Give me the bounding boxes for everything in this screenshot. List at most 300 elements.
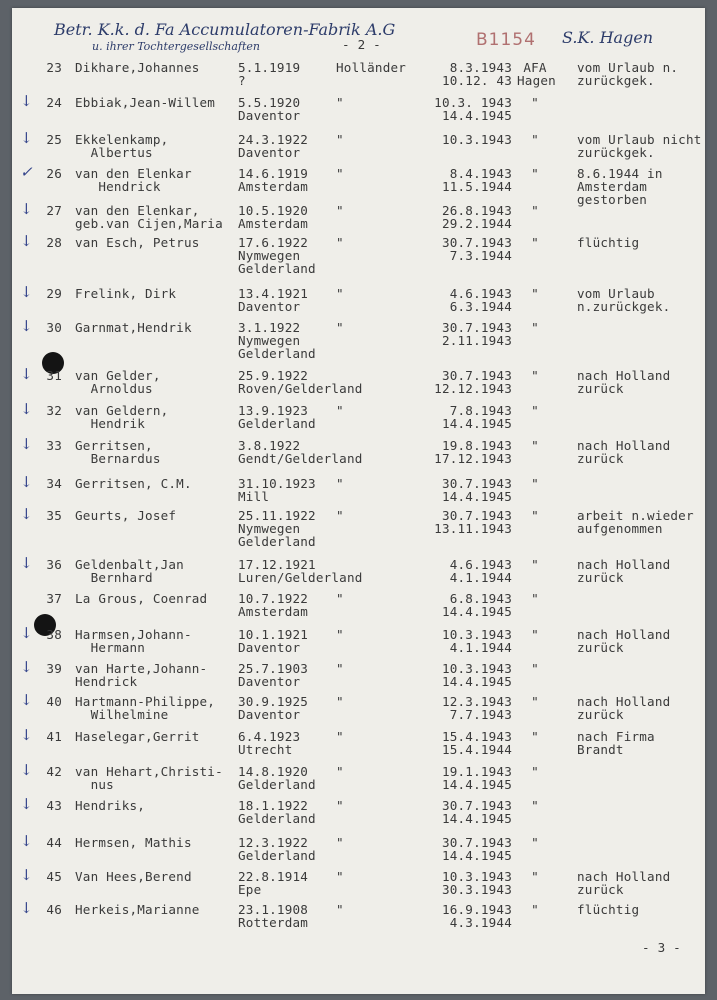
employment-dates-line: 10.3.1943 xyxy=(441,132,512,147)
table-row xyxy=(12,129,705,167)
employer xyxy=(517,60,556,88)
employment-dates xyxy=(392,558,512,584)
remark-line: arbeit n.wieder xyxy=(577,508,694,523)
employment-dates xyxy=(392,509,512,535)
birth-date-place xyxy=(238,167,308,193)
check-mark: ↓ xyxy=(20,400,33,418)
page-marker: - 2 - xyxy=(342,37,381,52)
employment-dates-line: 11.5.1944 xyxy=(441,179,512,194)
remark xyxy=(577,61,678,87)
nationality: " xyxy=(336,508,344,523)
birth-date-place xyxy=(238,321,316,360)
birth-date-place xyxy=(238,96,300,122)
employer xyxy=(517,695,553,708)
birth-date-place xyxy=(238,61,300,87)
remark-line: nach Holland xyxy=(577,557,671,572)
employer xyxy=(517,870,553,883)
check-mark: ↓ xyxy=(20,232,33,250)
check-mark: ↓ xyxy=(20,658,33,676)
remark-line: flüchtig xyxy=(577,902,640,917)
birth-date-place-line: Daventor xyxy=(238,145,301,160)
birth-date-place-line: Nymwegen xyxy=(238,248,301,263)
employment-dates-line: 30.7.1943 xyxy=(441,368,512,383)
employer-line: " xyxy=(531,798,539,813)
row-number: 44 xyxy=(46,835,62,850)
archive-stamp: B1154 xyxy=(476,30,536,50)
employment-dates xyxy=(392,662,512,688)
nationality: " xyxy=(336,835,344,850)
birth-date-place xyxy=(238,695,308,721)
nationality: " xyxy=(336,729,344,744)
check-mark: ↓ xyxy=(20,435,33,453)
employment-dates-line: 26.8.1943 xyxy=(441,203,512,218)
row-number: 32 xyxy=(46,403,62,418)
employment-dates-line: 16.9.1943 xyxy=(441,902,512,917)
employment-dates xyxy=(392,369,512,395)
employment-dates xyxy=(392,695,512,721)
employer xyxy=(517,592,553,605)
worker-name-line: Dikhare,Johannes xyxy=(75,60,200,75)
remark-line: vom Urlaub n. xyxy=(577,60,679,75)
birth-date-place xyxy=(238,439,363,465)
worker-name-line: Ebbiak,Jean-Willem xyxy=(75,95,216,110)
table-row xyxy=(12,899,705,937)
remark xyxy=(577,439,670,465)
worker-name-line: Hendriks, xyxy=(75,798,146,813)
birth-date-place xyxy=(238,870,308,896)
row-number: 25 xyxy=(46,132,62,147)
employment-dates-line: 10.3. 1943 xyxy=(434,95,512,110)
row-number: 33 xyxy=(46,438,62,453)
worker-name xyxy=(75,287,176,300)
birth-date-place-line: Nymwegen xyxy=(238,521,301,536)
check-mark: ↓ xyxy=(20,473,33,491)
check-mark: ↓ xyxy=(20,624,33,642)
employment-dates-line: 2.11.1943 xyxy=(441,333,512,348)
employment-dates-line: 6.3.1944 xyxy=(449,299,512,314)
remark-line: zurück xyxy=(577,381,624,396)
birth-date-place xyxy=(238,509,316,548)
worker-name-line: van Geldern, xyxy=(75,403,169,418)
employment-dates xyxy=(392,836,512,862)
table-row xyxy=(12,554,705,592)
birth-date-place-line: 24.3.1922 xyxy=(238,132,309,147)
employer-line: " xyxy=(531,835,539,850)
worker-name xyxy=(75,903,200,916)
birth-date-place xyxy=(238,477,316,503)
employment-dates-line: 7.3.1944 xyxy=(449,248,512,263)
worker-name-line: Geldenbalt,Jan xyxy=(75,557,184,572)
remark-line: zurück xyxy=(577,882,624,897)
remark xyxy=(577,695,670,721)
table-row xyxy=(12,61,705,95)
employer-line: " xyxy=(531,132,539,147)
birth-date-place-line: 22.8.1914 xyxy=(238,869,309,884)
birth-date-place-line: Gelderland xyxy=(238,261,316,276)
employment-dates-line: 30.7.1943 xyxy=(441,320,512,335)
birth-date-place-line: 17.12.1921 xyxy=(238,557,316,572)
handwritten-company-note: Betr. K.k. d. Fa Accumulatoren-Fabrik A.G xyxy=(54,20,396,39)
worker-name xyxy=(75,628,192,654)
employment-dates xyxy=(392,167,512,193)
remark xyxy=(577,133,702,159)
employer xyxy=(517,730,553,743)
employment-dates xyxy=(392,870,512,896)
birth-date-place xyxy=(238,592,308,618)
remark xyxy=(577,236,639,249)
check-mark: ↓ xyxy=(20,365,33,383)
employment-dates-line: 14.4.1945 xyxy=(441,811,512,826)
birth-date-place-line: 13.9.1923 xyxy=(238,403,309,418)
employment-dates xyxy=(392,287,512,313)
remark-line: zurück xyxy=(577,640,624,655)
remark xyxy=(577,903,639,916)
worker-name xyxy=(75,509,176,522)
employer-line: " xyxy=(531,235,539,250)
employer-line: Hagen xyxy=(517,73,556,88)
employment-dates xyxy=(392,903,512,929)
row-number: 35 xyxy=(46,508,62,523)
table-row xyxy=(12,832,705,870)
nationality: Holländer xyxy=(336,60,407,75)
employer-line: " xyxy=(531,403,539,418)
worker-name-line: van Harte,Johann- xyxy=(75,661,208,676)
nationality: " xyxy=(336,166,344,181)
nationality: " xyxy=(336,235,344,250)
employment-dates-line: 30.7.1943 xyxy=(441,798,512,813)
employment-dates xyxy=(392,592,512,618)
employment-dates-line: 10.3.1943 xyxy=(441,869,512,884)
worker-name-line: Hermann xyxy=(75,640,146,655)
birth-date-place xyxy=(238,236,316,275)
employment-dates-line: 29.2.1944 xyxy=(441,216,512,231)
table-row xyxy=(12,592,705,626)
remark-line: nach Holland xyxy=(577,438,671,453)
row-number: 34 xyxy=(46,476,62,491)
employer xyxy=(517,133,553,146)
worker-name-line: geb.van Cijen,Maria xyxy=(75,216,223,231)
worker-name-line: Hendrik xyxy=(75,416,146,431)
birth-date-place-line: Daventor xyxy=(238,299,301,314)
employment-dates-line: 13.11.1943 xyxy=(434,521,512,536)
table-row xyxy=(12,795,705,833)
check-mark: ↓ xyxy=(20,795,33,813)
employer xyxy=(517,662,553,675)
employer-line: " xyxy=(531,438,539,453)
table-row xyxy=(12,365,705,403)
worker-name xyxy=(75,236,200,249)
employer xyxy=(517,96,553,109)
worker-name-line: Arnoldus xyxy=(75,381,153,396)
employer xyxy=(517,369,553,382)
birth-date-place xyxy=(238,662,308,688)
remark xyxy=(577,870,670,896)
birth-date-place xyxy=(238,204,308,230)
row-number: 29 xyxy=(46,286,62,301)
birth-date-place-line: 5.1.1919 xyxy=(238,60,301,75)
employment-dates-line: 14.4.1945 xyxy=(441,674,512,689)
row-number: 38 xyxy=(46,627,62,642)
worker-name-line: Hartmann-Philippe, xyxy=(75,694,216,709)
employer xyxy=(517,236,553,249)
check-mark: ↓ xyxy=(20,92,33,110)
employer-line: " xyxy=(531,764,539,779)
employment-dates xyxy=(392,477,512,503)
employer-line: " xyxy=(531,902,539,917)
remark xyxy=(577,287,670,313)
nationality: " xyxy=(336,403,344,418)
employer-line: " xyxy=(531,627,539,642)
worker-name-line: van den Elenkar xyxy=(75,166,192,181)
birth-date-place-line: 6.4.1923 xyxy=(238,729,301,744)
employer-line: " xyxy=(531,203,539,218)
worker-name-line: nus xyxy=(75,777,114,792)
employment-dates xyxy=(392,236,512,262)
employment-dates xyxy=(392,61,512,87)
employment-dates xyxy=(392,321,512,347)
employment-dates-line: 17.12.1943 xyxy=(434,451,512,466)
employment-dates xyxy=(392,404,512,430)
birth-date-place-line: 17.6.1922 xyxy=(238,235,309,250)
employer-line: " xyxy=(531,476,539,491)
check-mark: ↓ xyxy=(20,691,33,709)
employer-line: " xyxy=(531,286,539,301)
worker-name-line: Albertus xyxy=(75,145,153,160)
employment-dates-line: 19.8.1943 xyxy=(441,438,512,453)
employment-dates xyxy=(392,765,512,791)
employment-dates-line: 15.4.1943 xyxy=(441,729,512,744)
nationality: " xyxy=(336,203,344,218)
employment-dates-line: 30.7.1943 xyxy=(441,235,512,250)
row-number: 43 xyxy=(46,798,62,813)
employer-line: " xyxy=(531,368,539,383)
birth-date-place-line: Mill xyxy=(238,489,270,504)
employer xyxy=(517,404,553,417)
birth-date-place-line: Gelderland xyxy=(238,346,316,361)
employment-dates-line: 15.4.1944 xyxy=(441,742,512,757)
birth-date-place-line: 25.9.1922 xyxy=(238,368,309,383)
employment-dates-line: 30.7.1943 xyxy=(441,476,512,491)
employment-dates-line: 8.3.1943 xyxy=(449,60,512,75)
birth-date-place-line: Daventor xyxy=(238,707,301,722)
employment-dates xyxy=(392,133,512,146)
employer-line: " xyxy=(531,508,539,523)
employer xyxy=(517,799,553,812)
row-number: 23 xyxy=(46,60,62,75)
remark xyxy=(577,509,694,535)
birth-date-place-line: 25.11.1922 xyxy=(238,508,316,523)
remark-line: zurückgek. xyxy=(577,145,655,160)
worker-name-line: Gerritsen, C.M. xyxy=(75,476,192,491)
employer xyxy=(517,628,553,641)
nationality: " xyxy=(336,95,344,110)
remark xyxy=(577,369,670,395)
worker-name-line: Ekkelenkamp, xyxy=(75,132,169,147)
remark-line: nach Holland xyxy=(577,694,671,709)
employment-dates xyxy=(392,439,512,465)
worker-name xyxy=(75,765,223,791)
worker-name xyxy=(75,558,184,584)
employment-dates-line: 4.6.1943 xyxy=(449,286,512,301)
birth-date-place xyxy=(238,287,308,313)
worker-name-line: Geurts, Josef xyxy=(75,508,177,523)
row-number: 37 xyxy=(46,591,62,606)
employer-line: " xyxy=(531,166,539,181)
employment-dates-line: 14.4.1945 xyxy=(441,604,512,619)
worker-name-line: Harmsen,Johann- xyxy=(75,627,192,642)
remark xyxy=(577,558,670,584)
birth-date-place-line: 23.1.1908 xyxy=(238,902,309,917)
worker-name-line: Wilhelmine xyxy=(75,707,169,722)
employment-dates-line: 30.7.1943 xyxy=(441,835,512,850)
birth-date-place-line: Amsterdam xyxy=(238,216,309,231)
worker-name-line: Garnmat,Hendrik xyxy=(75,320,192,335)
employer-line: " xyxy=(531,557,539,572)
birth-date-place-line: Gelderland xyxy=(238,848,316,863)
nationality: " xyxy=(336,132,344,147)
check-mark: ↓ xyxy=(20,899,33,917)
worker-name xyxy=(75,204,223,230)
row-number: 39 xyxy=(46,661,62,676)
document-page xyxy=(12,8,705,994)
birth-date-place-line: Gelderland xyxy=(238,777,316,792)
employment-dates-line: 10.3.1943 xyxy=(441,661,512,676)
employment-dates-line: 10.12. 43 xyxy=(441,73,512,88)
employment-dates-line: 19.1.1943 xyxy=(441,764,512,779)
table-row xyxy=(12,163,705,207)
birth-date-place-line: Daventor xyxy=(238,108,301,123)
worker-name xyxy=(75,799,145,812)
table-row xyxy=(12,624,705,662)
row-number: 46 xyxy=(46,902,62,917)
check-mark: ↓ xyxy=(20,317,33,335)
table-row xyxy=(12,92,705,130)
handwritten-company-subnote: u. ihrer Tochtergesellschaften xyxy=(92,40,261,53)
employment-dates-line: 12.3.1943 xyxy=(441,694,512,709)
employer-line: " xyxy=(531,320,539,335)
birth-date-place-line: 13.4.1921 xyxy=(238,286,309,301)
nationality: " xyxy=(336,627,344,642)
employment-dates xyxy=(392,96,512,122)
row-number: 40 xyxy=(46,694,62,709)
employment-dates-line: 4.1.1944 xyxy=(449,640,512,655)
row-number: 36 xyxy=(46,557,62,572)
table-row xyxy=(12,317,705,361)
birth-date-place xyxy=(238,558,363,584)
nationality: " xyxy=(336,286,344,301)
check-mark: ↓ xyxy=(20,554,33,572)
table-row xyxy=(12,473,705,511)
worker-name-line: Bernhard xyxy=(75,570,153,585)
row-number: 28 xyxy=(46,235,62,250)
birth-date-place-line: Utrecht xyxy=(238,742,293,757)
employer-line: " xyxy=(531,591,539,606)
check-mark: ↓ xyxy=(20,832,33,850)
worker-name xyxy=(75,439,161,465)
employment-dates xyxy=(392,204,512,230)
page-number: - 3 - xyxy=(642,940,681,955)
birth-date-place-line: 10.1.1921 xyxy=(238,627,309,642)
birth-date-place xyxy=(238,133,308,159)
worker-name xyxy=(75,133,168,159)
worker-name xyxy=(75,61,200,74)
employment-dates-line: 10.3.1943 xyxy=(441,627,512,642)
row-number: 26 xyxy=(46,166,62,181)
table-row xyxy=(12,658,705,696)
employment-dates-line: 4.3.1944 xyxy=(449,915,512,930)
check-mark: ↓ xyxy=(20,866,33,884)
employer-line: " xyxy=(531,694,539,709)
employment-dates-line: 12.12.1943 xyxy=(434,381,512,396)
employment-dates-line: 14.4.1945 xyxy=(441,416,512,431)
remark xyxy=(577,730,655,756)
employer xyxy=(517,167,553,180)
remark-line: Amsterdam xyxy=(577,179,648,194)
check-mark: ↓ xyxy=(20,726,33,744)
table-row xyxy=(12,726,705,764)
table-row xyxy=(12,283,705,321)
nationality: " xyxy=(336,764,344,779)
row-number: 30 xyxy=(46,320,62,335)
row-number: 27 xyxy=(46,203,62,218)
worker-name xyxy=(75,96,215,109)
worker-name-line: Frelink, Dirk xyxy=(75,286,177,301)
employer-line: " xyxy=(531,729,539,744)
worker-name-line: Van Hees,Berend xyxy=(75,869,192,884)
worker-name xyxy=(75,662,207,688)
employment-dates-line: 8.4.1943 xyxy=(449,166,512,181)
birth-date-place xyxy=(238,765,316,791)
worker-name xyxy=(75,836,192,849)
remark-line: gestorben xyxy=(577,192,648,207)
row-number: 24 xyxy=(46,95,62,110)
nationality: " xyxy=(336,320,344,335)
remark-line: nach Firma xyxy=(577,729,655,744)
birth-date-place-line: 30.9.1925 xyxy=(238,694,309,709)
worker-name xyxy=(75,695,215,721)
remark xyxy=(577,628,670,654)
birth-date-place-line: 12.3.1922 xyxy=(238,835,309,850)
employment-dates-line: 30.3.1943 xyxy=(441,882,512,897)
birth-date-place-line: 5.5.1920 xyxy=(238,95,301,110)
birth-date-place-line: 14.8.1920 xyxy=(238,764,309,779)
nationality: " xyxy=(336,902,344,917)
employment-dates-line: 7.8.1943 xyxy=(449,403,512,418)
worker-name-line: Hendrick xyxy=(75,179,161,194)
employment-dates-line: 4.6.1943 xyxy=(449,557,512,572)
table-row xyxy=(12,761,705,799)
nationality: " xyxy=(336,661,344,676)
birth-date-place-line: Gelderland xyxy=(238,811,316,826)
check-mark: ↓ xyxy=(20,129,33,147)
worker-name-line: van Hehart,Christi- xyxy=(75,764,223,779)
employer xyxy=(517,439,553,452)
remark-line: nach Holland xyxy=(577,368,671,383)
employment-dates-line: 14.4.1945 xyxy=(441,108,512,123)
check-mark: ↓ xyxy=(20,505,33,523)
birth-date-place-line: Rotterdam xyxy=(238,915,309,930)
employer xyxy=(517,287,553,300)
birth-date-place-line: Daventor xyxy=(238,674,301,689)
birth-date-place-line: Gelderland xyxy=(238,416,316,431)
remark-line: flüchtig xyxy=(577,235,640,250)
check-mark: ↓ xyxy=(20,283,33,301)
worker-name-line: Bernardus xyxy=(75,451,161,466)
employment-dates-line: 6.8.1943 xyxy=(449,591,512,606)
birth-date-place-line: 3.8.1922 xyxy=(238,438,301,453)
birth-date-place-line: 10.5.1920 xyxy=(238,203,309,218)
birth-date-place-line: Gelderland xyxy=(238,534,316,549)
